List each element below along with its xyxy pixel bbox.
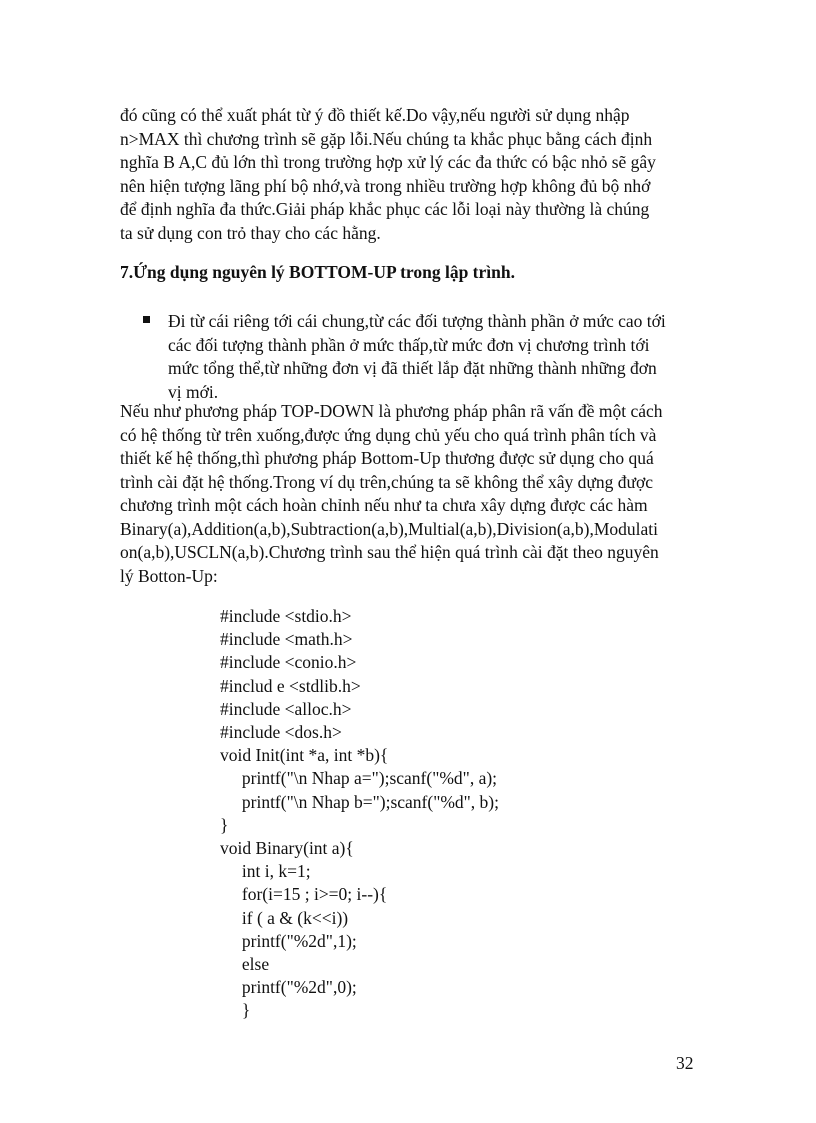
code-line: printf("\n Nhap b=");scanf("%d", b); [220,791,500,812]
code-line: void Init(int *a, int *b){ [220,745,389,766]
code-line: for(i=15 ; i>=0; i--){ [220,884,388,905]
paragraph-line: on(a,b),USCLN(a,b).Chương trình sau thể hiện quá trình cài đặt theo nguyên [120,542,659,562]
paragraph-line: để định nghĩa đa thức.Giải pháp khắc phục các lỗi loại này thường là chúng [120,199,650,219]
paragraph-line: ta sử dụng con trỏ thay cho các hằng. [120,222,381,243]
code-line: } [220,1000,251,1021]
bullet-line: mức tổng thể,từ những đơn vị đã thiết lắp đặt những thành những đơn [168,358,657,378]
code-line: printf("%2d",1); [220,930,357,951]
code-line: else [220,954,270,975]
paragraph-line: Nếu như phương pháp TOP-DOWN là phương pháp phân rã vấn đề một cách [120,401,663,421]
paragraph-line: thiết kế hệ thống,thì phương pháp Bottom-Up thương được sử dụng cho quá [120,448,654,468]
paragraph-line: nghĩa B A,C đủ lớn thì trong trường hợp xử lý các đa thức có bậc nhỏ sẽ gây [120,152,656,172]
code-line: #includ e <stdlib.h> [220,675,361,696]
paragraph-line: lý Botton-Up: [120,565,218,586]
code-line: #include <math.h> [220,629,353,650]
paragraph-line: có hệ thống từ trên xuống,được ứng dụng chủ yếu cho quá trình phân tích và [120,424,657,445]
paragraph-line: Binary(a),Addition(a,b),Subtraction(a,b),Multial(a,b),Division(a,b),Modulati [120,518,658,539]
code-line: #include <stdio.h> [220,606,352,626]
page-number: 32 [676,1053,694,1073]
paragraph-line: chương trình một cách hoàn chỉnh nếu như ta chưa xây dựng được các hàm [120,495,648,515]
body-paragraph [120,400,700,588]
bullet-line: các đối tượng thành phần ở mức thấp,từ mức đơn vị chương trình tới [168,334,650,355]
paragraph-line: trình cài đặt hệ thống.Trong ví dụ trên,chúng ta sẽ không thể xây dựng được [120,471,654,492]
section-heading: 7.Ứng dụng nguyên lý BOTTOM-UP trong lập trình. [120,262,515,282]
paragraph-line: nên hiện tượng lãng phí bộ nhớ,và trong nhiều trường hợp không đủ bộ nhớ [120,175,651,196]
bullet-line: vị mới. [168,381,219,402]
code-line: #include <conio.h> [220,652,357,673]
paragraph-line: đó cũng có thể xuất phát từ ý đồ thiết kế.Do vậy,nếu người sử dụng nhập [120,105,630,125]
code-line: #include <alloc.h> [220,698,352,719]
square-bullet-icon [143,316,150,323]
code-line: void Binary(int a){ [220,838,354,859]
intro-paragraph [120,104,700,245]
code-line: printf("\n Nhap a=");scanf("%d", a); [220,768,498,789]
code-line: #include <dos.h> [220,722,342,743]
paragraph-line: n>MAX thì chương trình sẽ gặp lỗi.Nếu chúng ta khắc phục bằng cách định [120,128,653,149]
bullet-text [168,310,708,404]
code-line: int i, k=1; [220,861,311,882]
bullet-line: Đi từ cái riêng tới cái chung,từ các đối tượng thành phần ở mức cao tới [168,311,666,331]
code-line: if ( a & (k<<i)) [220,907,349,928]
code-line: printf("%2d",0); [220,977,357,998]
code-line: } [220,814,229,835]
code-listing [220,605,680,1023]
